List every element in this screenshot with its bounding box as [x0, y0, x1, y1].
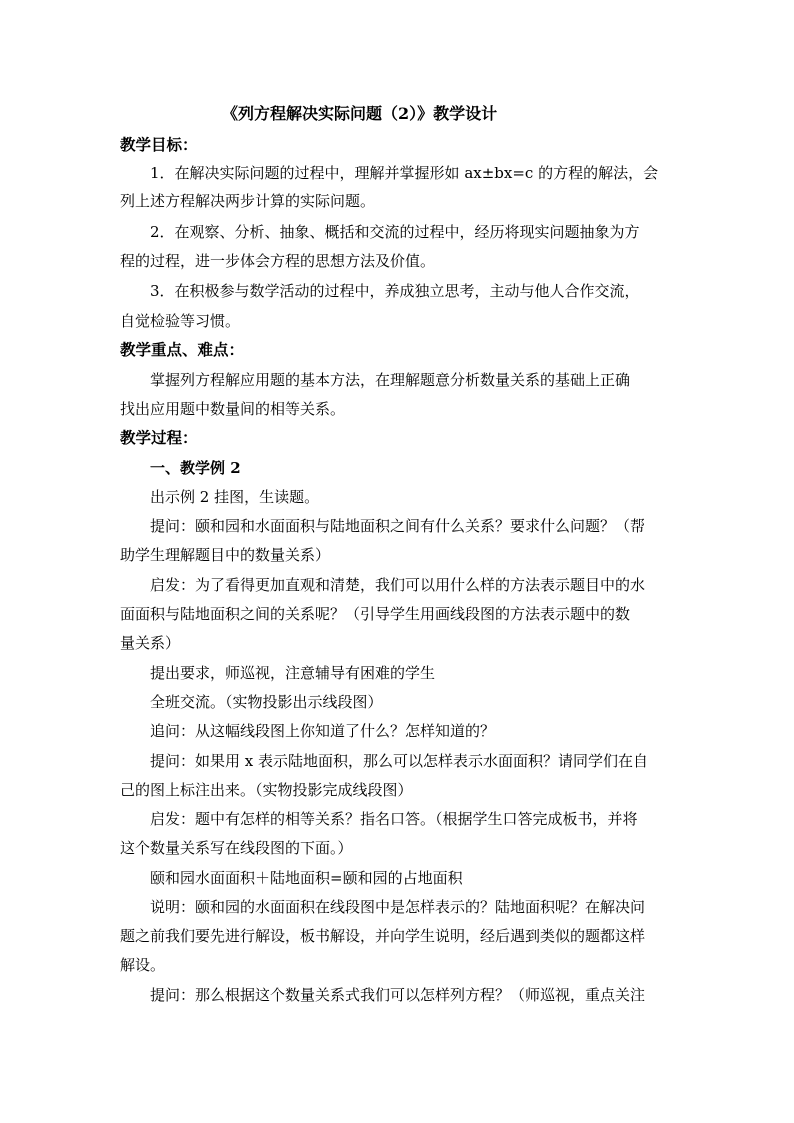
section-1-heading: 一、教学例 2	[150, 459, 241, 477]
paragraph-7-line-2: 己的图上标注出来。（实物投影完成线段图）	[120, 781, 413, 799]
goal-1-line-2: 列上述方程解决两步计算的实际问题。	[120, 192, 376, 210]
paragraph-2-line-2: 助学生理解题目中的数量关系）	[120, 546, 331, 564]
paragraph-3-line-1: 启发：为了看得更加直观和清楚，我们可以用什么样的方法表示题目中的水	[150, 576, 646, 594]
goal-1-line-1: 1．在解决实际问题的过程中，理解并掌握形如 ax±bx=c 的方程的解法，会	[150, 164, 659, 182]
goal-3-line-1: 3．在积极参与数学活动的过程中，养成独立思考，主动与他人合作交流，	[150, 282, 640, 300]
paragraph-4: 提出要求，师巡视，注意辅导有困难的学生	[150, 664, 436, 682]
paragraph-11-line-1: 提问：那么根据这个数量关系式我们可以怎样列方程？（师巡视，重点关注	[150, 986, 646, 1004]
document-title: 《列方程解决实际问题（2）》教学设计	[222, 104, 498, 123]
key-points-line-1: 掌握列方程解应用题的基本方法，在理解题意分析数量关系的基础上正确	[150, 371, 631, 389]
process-heading: 教学过程：	[120, 428, 198, 447]
paragraph-7-line-1: 提问：如果用 x 表示陆地面积，那么可以怎样表示水面面积？请同学们在自	[150, 752, 648, 770]
key-points-line-2: 找出应用题中数量间的相等关系。	[120, 400, 346, 418]
key-points-heading: 教学重点、难点：	[120, 340, 245, 359]
paragraph-10-line-2: 题之前我们要先进行解设，板书解设，并向学生说明，经后遇到类似的题都这样	[120, 927, 646, 945]
paragraph-8-line-2: 这个数量关系写在线段图的下面。）	[120, 839, 353, 857]
goal-2-line-2: 程的过程，进一步体会方程的思想方法及价值。	[120, 252, 436, 270]
paragraph-5: 全班交流。（实物投影出示线段图）	[150, 693, 383, 711]
paragraph-10-line-3: 解设。	[120, 956, 166, 974]
goal-3-line-2: 自觉检验等习惯。	[120, 312, 241, 330]
paragraph-2-line-1: 提问：颐和园和水面面积与陆地面积之间有什么关系？要求什么问题？（帮	[150, 517, 646, 535]
equation-relation: 颐和园水面面积＋陆地面积=颐和园的占地面积	[150, 869, 463, 887]
paragraph-6: 追问：从这幅线段图上你知道了什么？怎样知道的？	[150, 722, 496, 740]
paragraph-3-line-2: 面面积与陆地面积之间的关系呢？（引导学生用画线段图的方法表示题中的数	[120, 605, 631, 623]
paragraph-1: 出示例 2 挂图，生读题。	[150, 488, 320, 506]
goals-heading: 教学目标：	[120, 135, 198, 154]
paragraph-8-line-1: 启发：题中有怎样的相等关系？指名口答。（根据学生口答完成板书，并将	[150, 810, 638, 828]
goal-2-line-1: 2．在观察、分析、抽象、概括和交流的过程中，经历将现实问题抽象为方	[150, 223, 640, 241]
paragraph-3-line-3: 量关系）	[120, 634, 181, 652]
paragraph-10-line-1: 说明：颐和园的水面面积在线段图中是怎样表示的？陆地面积呢？在解决问	[150, 898, 646, 916]
